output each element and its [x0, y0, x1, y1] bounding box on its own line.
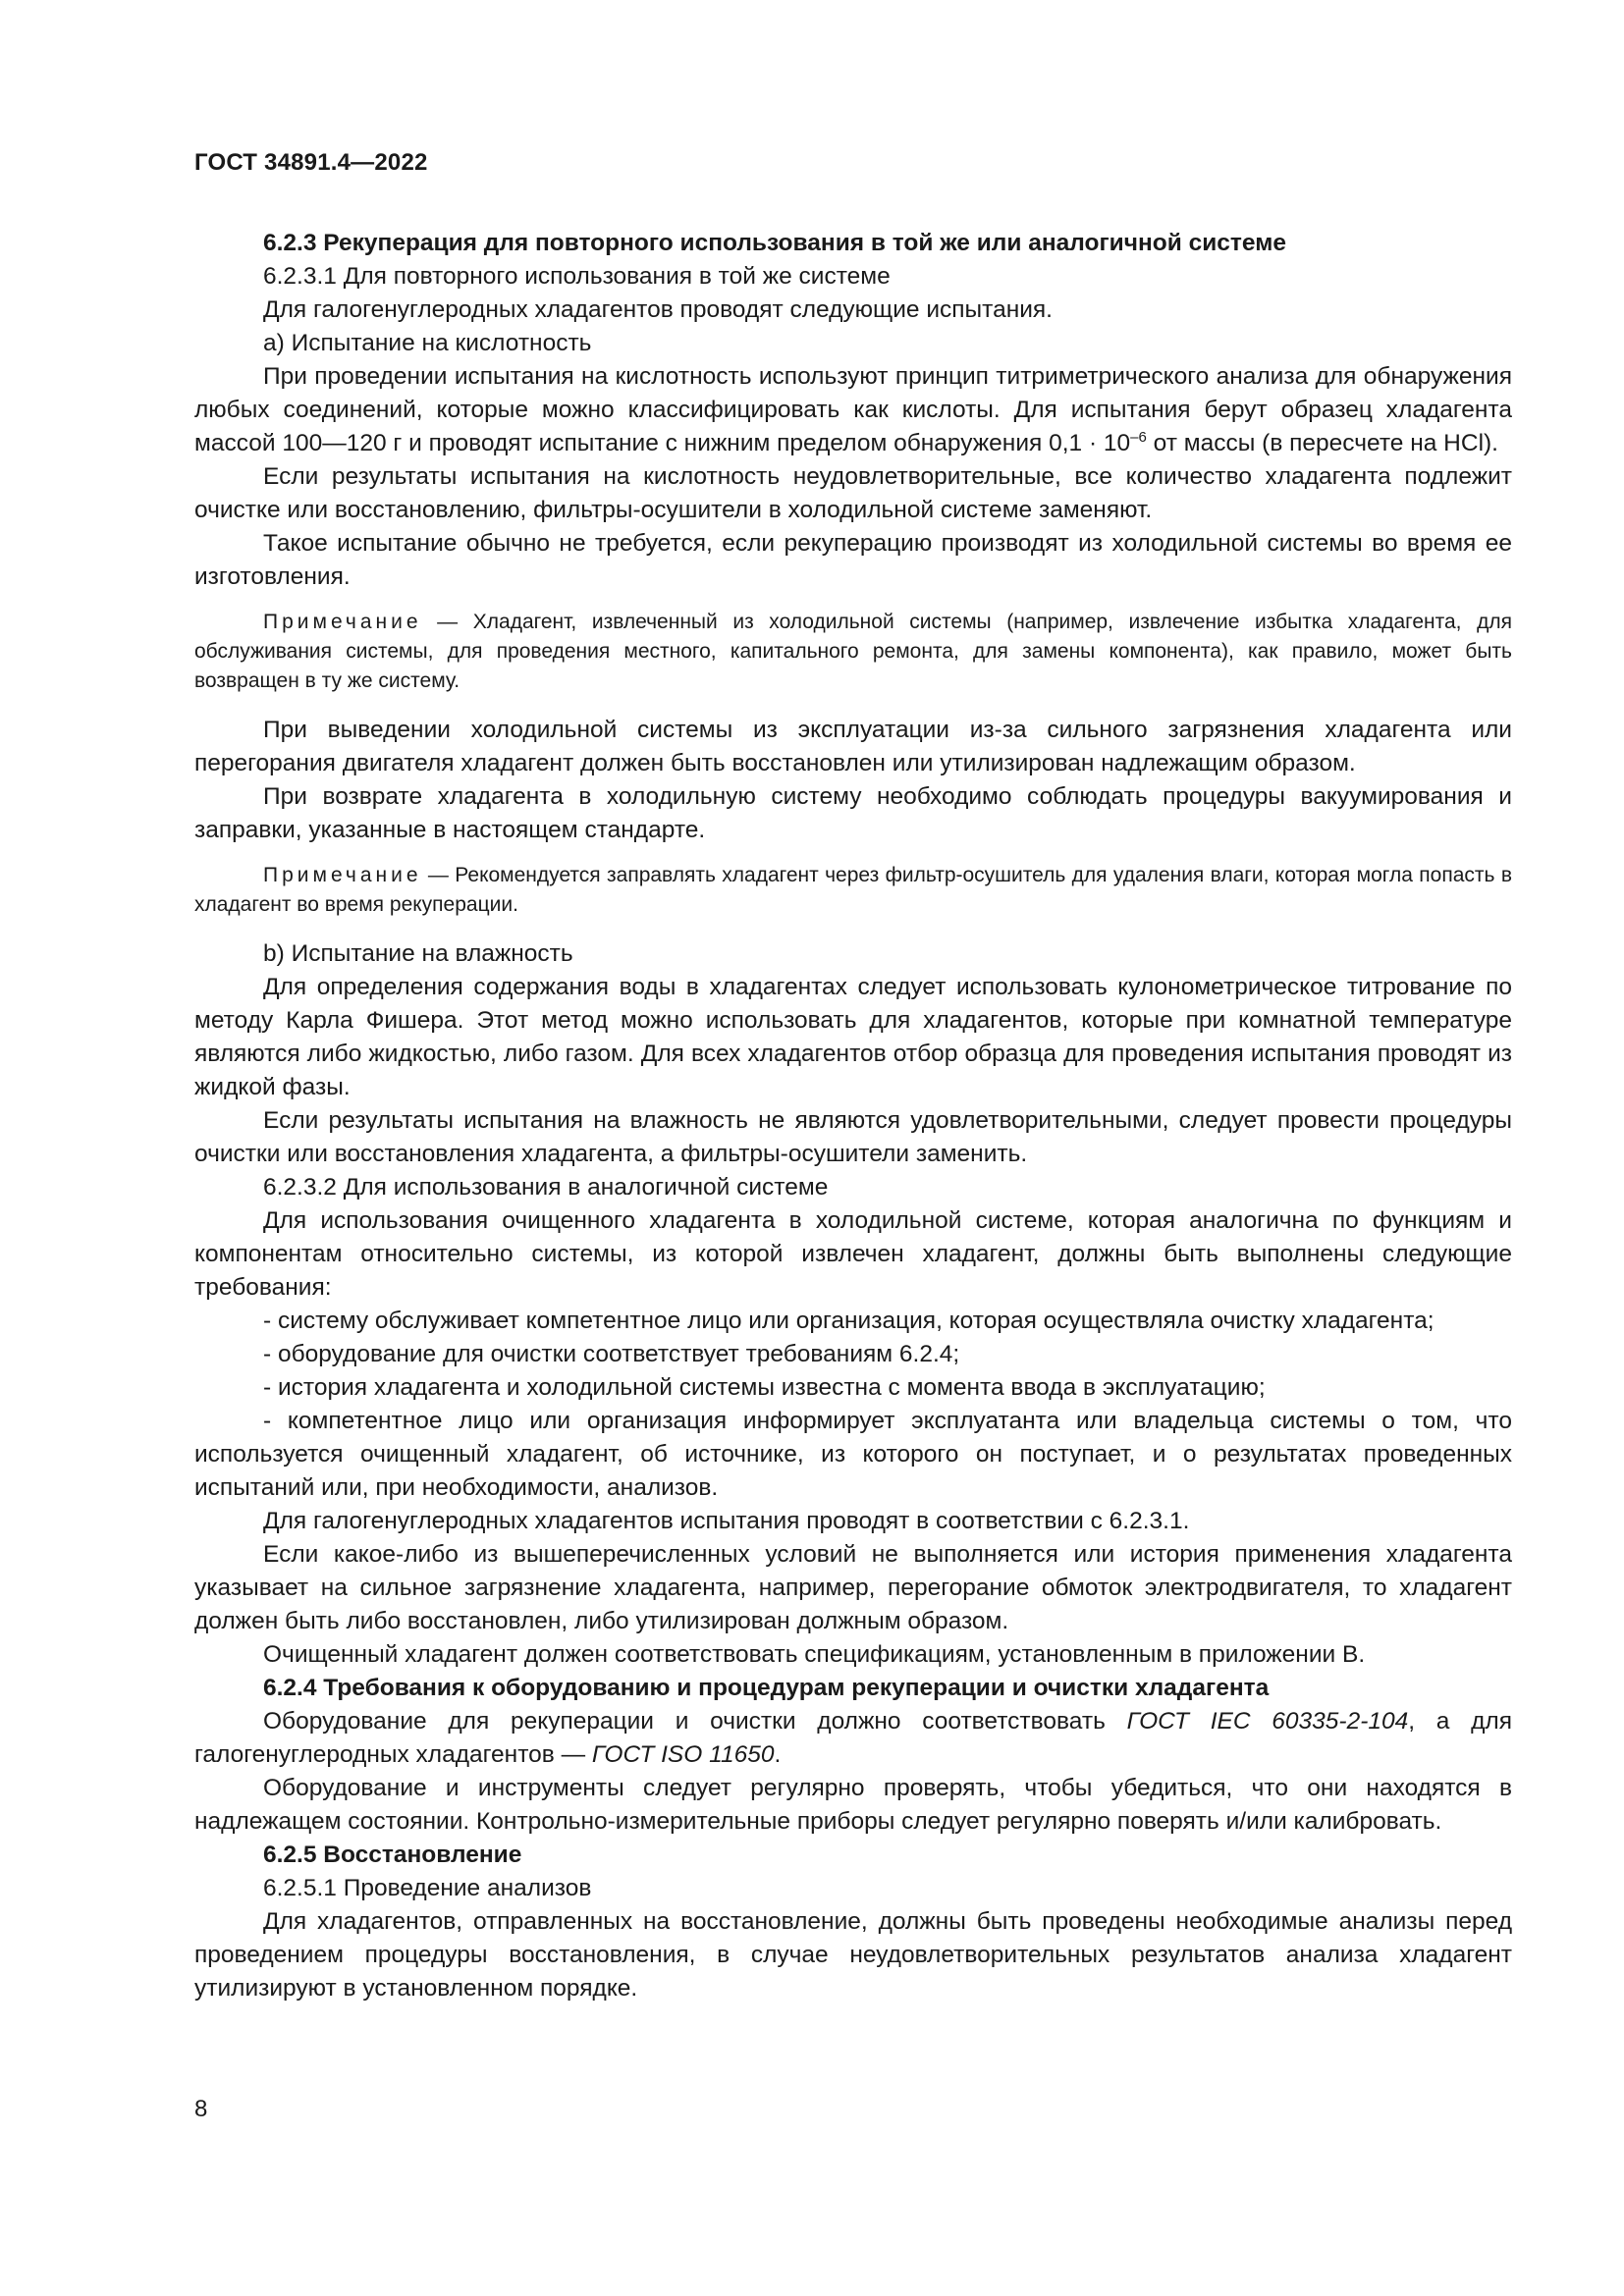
paragraph-text: Оборудование для рекуперации и очистки должно соответствовать — [263, 1708, 1127, 1735]
note-text: — Рекомендуется заправлять хладагент через фильтр-осушитель для удаления влаги, которая могла попасть в хладагент во время рекуперации. — [194, 864, 1512, 916]
standard-reference: ГОСТ IEC 60335-2-104 — [1126, 1708, 1409, 1735]
paragraph-text: . — [774, 1741, 782, 1768]
list-item: - история хладагента и холодильной системы известна с момента ввода в эксплуатацию; — [263, 1374, 1266, 1401]
paragraph-text: При проведении испытания на кислотность используют принцип титриметрического анализа для обнаружения любых соединений, которые можно классифицировать как кислоты. Для испытания берут образец хладагента массой 100—120 г и проводят испытание с нижним пределом обнаружения 0,1 · 10 — [194, 363, 1512, 456]
paragraph-equipment-standards — [194, 1705, 1512, 1772]
list-item: - систему обслуживает компетентное лицо или организация, которая осуществляла очистку хладагента; — [263, 1308, 1435, 1334]
list-item: - оборудование для очистки соответствует требованиям 6.2.4; — [263, 1341, 960, 1367]
note-label: Примечание — [263, 611, 422, 633]
paragraph-acidity-method — [194, 360, 1512, 460]
section-heading-6-2-4: 6.2.4 Требования к оборудованию и процедурам рекуперации и очистки хладагента — [263, 1675, 1270, 1701]
document-id-header: ГОСТ 34891.4—2022 — [194, 149, 428, 176]
note-2 — [194, 861, 1512, 920]
document-body — [194, 227, 1512, 2005]
exponent: –6 — [1130, 429, 1147, 446]
paragraph: Такое испытание обычно не требуется, если рекуперацию производят из холодильной системы во время ее изготовления. — [194, 530, 1512, 590]
section-heading-6-2-3: 6.2.3 Рекуперация для повторного использования в той же или аналогичной системе — [263, 230, 1286, 256]
subsection-heading-6-2-3-1: 6.2.3.1 Для повторного использования в той же системе — [263, 263, 891, 290]
paragraph: Очищенный хладагент должен соответствовать спецификациям, установленным в приложении В. — [263, 1641, 1366, 1668]
paragraph: Если результаты испытания на влажность не являются удовлетворительными, следует провести процедуры очистки или восстановления хладагента, а фильтры-осушители заменить. — [194, 1107, 1512, 1167]
paragraph: При выведении холодильной системы из эксплуатации из-за сильного загрязнения хладагента или перегорания двигателя хладагент должен быть восстановлен или утилизирован надлежащим образом. — [194, 717, 1512, 776]
note-text: — Хладагент, извлеченный из холодильной системы (например, извлечение избытка хладагента, для обслуживания системы, для проведения местного, капитального ремонта, для замены компонента), как правило, может быть возвращен в ту же систему. — [194, 611, 1512, 692]
list-item-acidity-test: a) Испытание на кислотность — [263, 330, 592, 356]
paragraph: Оборудование и инструменты следует регулярно проверять, чтобы убедиться, что они находятся в надлежащем состоянии. Контрольно-измерительные приборы следует регулярно поверять и/или калибровать. — [194, 1775, 1512, 1835]
list-item-moisture-test: b) Испытание на влажность — [263, 940, 573, 967]
subsection-heading-6-2-3-2: 6.2.3.2 Для использования в аналогичной системе — [263, 1174, 829, 1201]
paragraph: Если результаты испытания на кислотность неудовлетворительные, все количество хладагента подлежит очистке или восстановлению, фильтры-осушители в холодильной системе заменяют. — [194, 463, 1512, 523]
paragraph-text: от массы (в пересчете на HCl). — [1146, 430, 1498, 456]
paragraph: Для хладагентов, отправленных на восстановление, должны быть проведены необходимые анализы перед проведением процедуры восстановления, в случае неудовлетворительных результатов анализа хладагент утилизируют в установленном порядке. — [194, 1908, 1512, 2002]
paragraph: Для галогенуглеродных хладагентов проводят следующие испытания. — [263, 296, 1053, 323]
paragraph-text: , а для галогенуглеродных хладагентов — — [194, 1708, 1512, 1768]
paragraph: Для галогенуглеродных хладагентов испытания проводят в соответствии с 6.2.3.1. — [263, 1508, 1190, 1534]
paragraph: Если какое-либо из вышеперечисленных условий не выполняется или история применения хладагента указывает на сильное загрязнение хладагента, например, перегорание обмоток электродвигателя, то хладагент должен быть либо восстановлен, либо утилизирован должным образом. — [194, 1541, 1512, 1634]
paragraph: При возврате хладагента в холодильную систему необходимо соблюдать процедуры вакуумирования и заправки, указанные в настоящем стандарте. — [194, 783, 1512, 843]
paragraph: Для определения содержания воды в хладагентах следует использовать кулонометрическое титрование по методу Карла Фишера. Этот метод можно использовать для хладагентов, которые при комнатной температуре являются либо жидкостью, либо газом. Для всех хладагентов отбор образца для проведения испытания проводят из жидкой фазы. — [194, 974, 1512, 1100]
page-number: 8 — [194, 2096, 208, 2122]
subsection-heading-6-2-5-1: 6.2.5.1 Проведение анализов — [263, 1875, 592, 1901]
paragraph: Для использования очищенного хладагента в холодильной системе, которая аналогична по функциям и компонентам относительно системы, из которой извлечен хладагент, должны быть выполнены следующие требования: — [194, 1207, 1512, 1301]
note-1 — [194, 608, 1512, 696]
note-label: Примечание — [263, 864, 422, 886]
section-heading-6-2-5: 6.2.5 Восстановление — [263, 1842, 522, 1868]
standard-reference: ГОСТ ISO 11650 — [591, 1741, 775, 1768]
list-item: - компетентное лицо или организация информирует эксплуатанта или владельца системы о том, что используется очищенный хладагент, об источнике, из которого он поступает, и о результатах проведенных испытаний или, при необходимости, анализов. — [194, 1408, 1512, 1501]
